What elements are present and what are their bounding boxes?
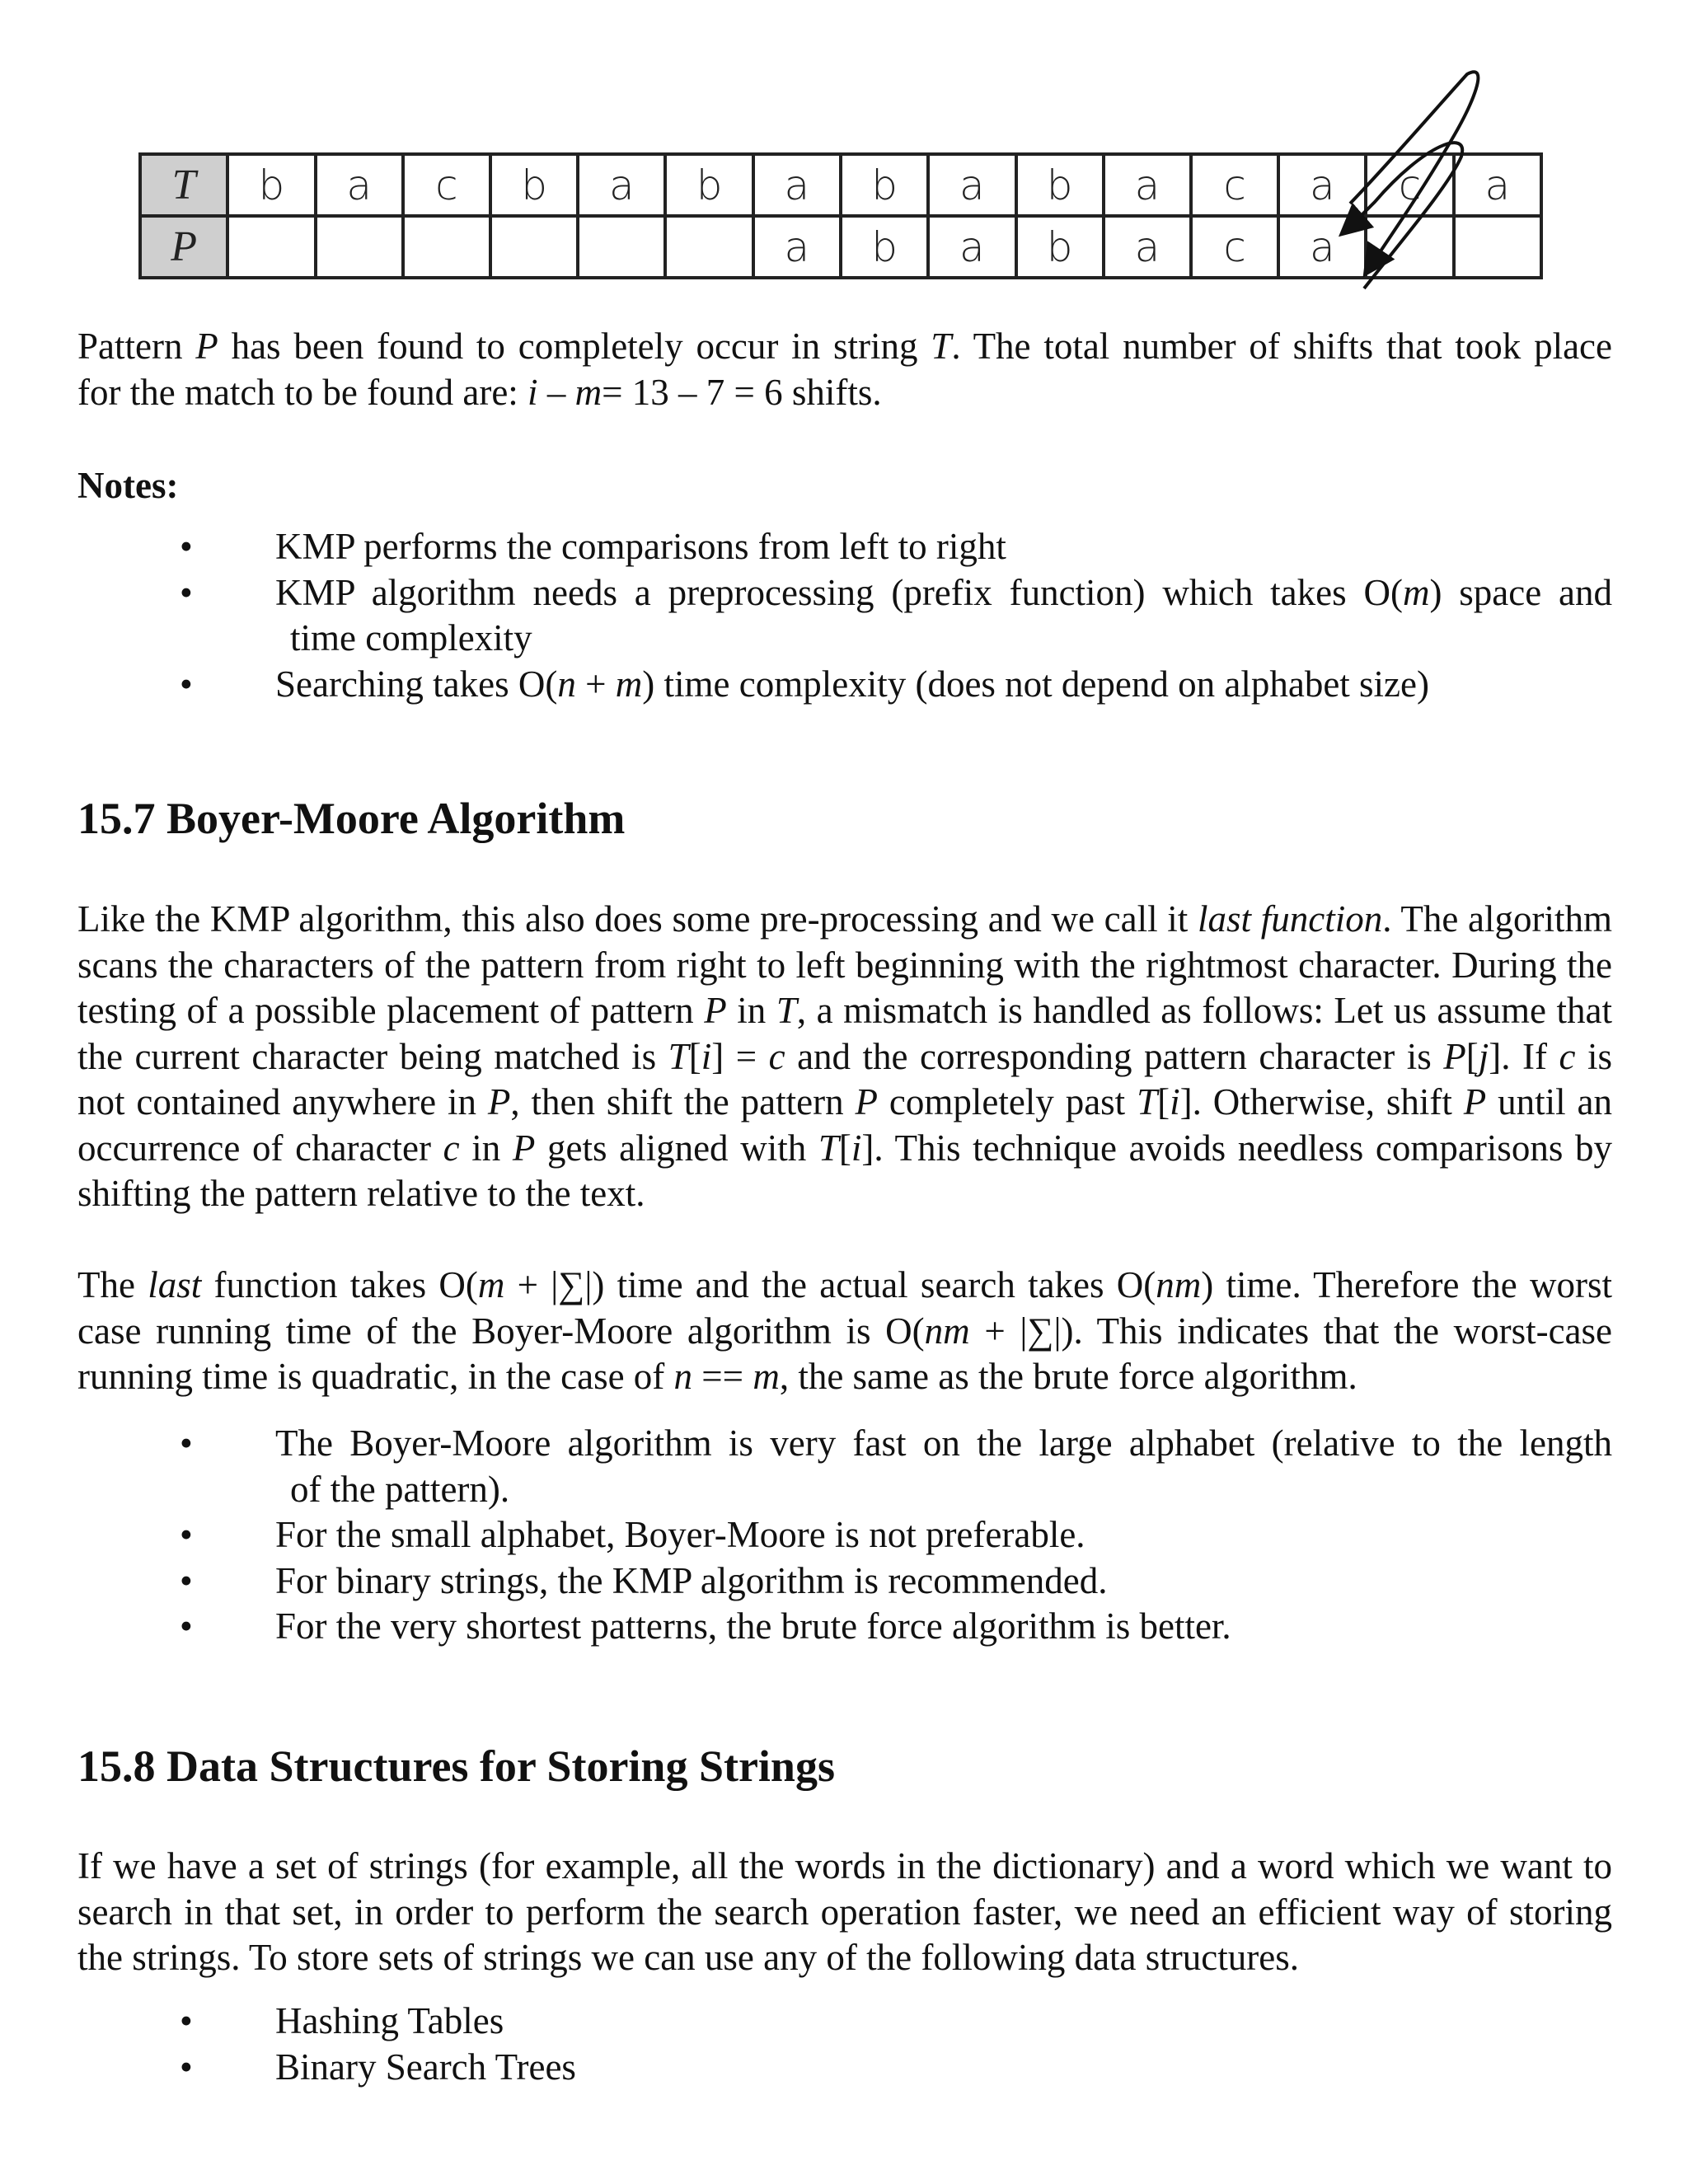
pattern-cell: a bbox=[928, 216, 1015, 278]
text-row-label: T bbox=[140, 154, 227, 216]
pattern-cell: a bbox=[753, 216, 841, 278]
text-cell: c bbox=[403, 154, 490, 216]
text-cell: a bbox=[753, 154, 841, 216]
pattern-cell bbox=[490, 216, 578, 278]
list-item: • For the small alphabet, Boyer-Moore is not preferable. bbox=[180, 1514, 1085, 1555]
pattern-cell: a bbox=[1104, 216, 1191, 278]
pattern-cell bbox=[1454, 216, 1541, 278]
list-item: • Binary Search Trees bbox=[180, 2046, 576, 2088]
pattern-row-label: P bbox=[140, 216, 227, 278]
intro-line-2: for the match to be found are: i – m= 13 – 7 = 6 shifts. bbox=[77, 371, 882, 413]
text-cell: b bbox=[841, 154, 928, 216]
text-row bbox=[140, 154, 1541, 216]
boyer-moore-paragraph-1: Like the KMP algorithm, this also does some pre-processing and we call it last function. The algorithm scans the characters of the pattern from right to left beginning with the rightmost character. During the testing of a possible placement of pattern P in T, a mismatch is handled as follows: Let us assume that the current character being matched is T[i] = c and the corresponding pattern character is P[j]. If c is not contained anywhere in P, then shift the pattern P completely past T[i]. Otherwise, shift P until an occurrence of character c in P gets aligned with T[i]. This technique avoids needless comparisons by shifting the pattern relative to the text. bbox=[77, 898, 1613, 1214]
boyer-moore-paragraph-2: The last function takes O(m + |∑|) time and the actual search takes O(nm) time. Therefore the worst case running time of the Boyer-Moore algorithm is O(nm + |∑|). This indicates that the worst-case running time is quadratic, in the case of n == m, the same as the brute force algorithm. bbox=[77, 1264, 1612, 1397]
text-cell: a bbox=[1278, 154, 1366, 216]
list-item: • For the very shortest patterns, the brute force algorithm is better. bbox=[180, 1605, 1231, 1647]
notes-label: Notes: bbox=[77, 465, 179, 506]
text-cell: b bbox=[665, 154, 753, 216]
boyer-moore-notes-list bbox=[77, 1421, 1612, 1650]
text-cell: b bbox=[490, 154, 578, 216]
text-cell: b bbox=[227, 154, 315, 216]
kmp-notes-list bbox=[77, 524, 1612, 707]
string-table bbox=[138, 152, 1543, 279]
pattern-cell bbox=[316, 216, 403, 278]
text-cell: b bbox=[1016, 154, 1104, 216]
section-158-heading: 15.8 Data Structures for Storing Strings bbox=[77, 1741, 835, 1791]
pattern-cell bbox=[1366, 216, 1453, 278]
pattern-cell: c bbox=[1191, 216, 1278, 278]
section-157-heading: 15.7 Boyer-Moore Algorithm bbox=[77, 794, 626, 843]
storing-structures-list bbox=[77, 1999, 1612, 2090]
pattern-cell bbox=[578, 216, 665, 278]
pattern-cell bbox=[665, 216, 753, 278]
list-item: • For binary strings, the KMP algorithm is recommended. bbox=[180, 1559, 1108, 1601]
text-cell: c bbox=[1366, 154, 1453, 216]
pattern-cell: b bbox=[841, 216, 928, 278]
list-item: • Hashing Tables bbox=[180, 2000, 504, 2041]
pattern-cell: a bbox=[1278, 216, 1366, 278]
pattern-row bbox=[140, 216, 1541, 278]
text-cell: a bbox=[316, 154, 403, 216]
storing-strings-paragraph: If we have a set of strings (for example, all the words in the dictionary) and a word which we want to search in that set, in order to perform the search operation faster, we need an efficient way of storing the strings. To store sets of strings we can use any of the following data structures. bbox=[77, 1845, 1612, 1978]
intro-line-1: Pattern P has been found to completely occur in string T. The total number of shifts that took place bbox=[77, 326, 1612, 367]
text-cell: a bbox=[578, 154, 665, 216]
list-item: • KMP algorithm needs a preprocessing (prefix function) which takes O(m) space and time complexity bbox=[180, 571, 1613, 658]
text-cell: a bbox=[1454, 154, 1541, 216]
string-match-figure bbox=[138, 152, 1543, 279]
list-item: • The Boyer-Moore algorithm is very fast on the large alphabet (relative to the length of the pattern). bbox=[180, 1422, 1612, 1510]
text-cell: a bbox=[928, 154, 1015, 216]
pattern-cell bbox=[403, 216, 490, 278]
text-cell: c bbox=[1191, 154, 1278, 216]
pattern-cell: b bbox=[1016, 216, 1104, 278]
pattern-cell bbox=[227, 216, 315, 278]
list-item: • Searching takes O(n + m) time complexity (does not depend on alphabet size) bbox=[180, 663, 1429, 705]
list-item: • KMP performs the comparisons from left to right bbox=[180, 526, 1006, 567]
text-cell: a bbox=[1104, 154, 1191, 216]
match-result-paragraph bbox=[77, 324, 1612, 415]
